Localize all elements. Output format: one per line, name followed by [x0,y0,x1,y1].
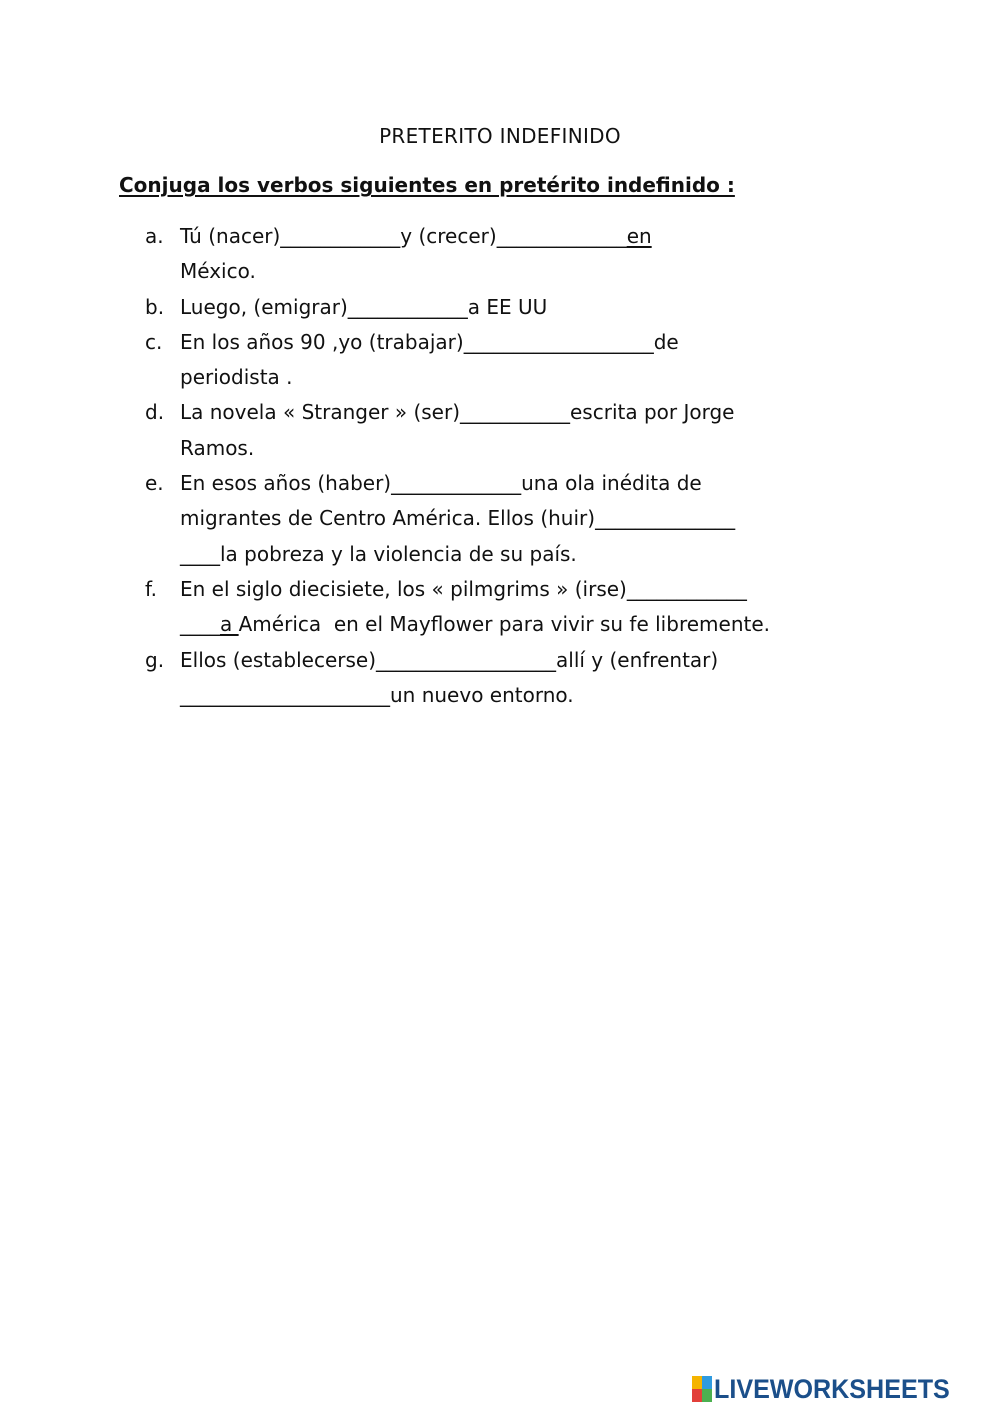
answer-blank[interactable]: __________________ [376,647,556,672]
exercise-item-e [145,466,865,572]
exercise-item-b [145,290,865,325]
item-text: una ola inédita de [521,471,702,496]
item-text: y (crecer) [400,224,497,248]
instruction-text: Conjuga los verbos siguientes en pretérito indefinido : [119,173,735,197]
liveworksheets-logo-icon [692,1376,712,1402]
answer-blank[interactable]: _____________________ [180,682,390,707]
item-text: a [220,612,239,637]
item-text: un nuevo entorno. [390,682,574,707]
item-text: En los años 90 ,yo (trabajar) [180,329,464,354]
item-text: la pobreza y la violencia de su país. [220,541,577,566]
item-text: a EE UU [467,294,548,319]
exercise-item-d [145,395,865,466]
item-text: periodista . [180,365,293,390]
logo-text: LIVEWORKSHEETS [714,1373,950,1404]
liveworksheets-logo[interactable] [692,1374,968,1404]
logo-tile [692,1389,702,1402]
answer-blank[interactable]: ____________ [347,294,468,319]
item-text: Tú (nacer) [180,224,281,248]
item-text: Ellos (establecerse) [180,647,376,672]
item-text: Ramos. [180,435,255,460]
exercise-item-g [145,643,865,714]
answer-blank[interactable]: ____________ [626,576,747,601]
answer-blank[interactable]: ___________ [460,400,570,425]
item-text: México. [180,259,256,284]
item-text: migrantes de Centro América. Ellos (huir) [180,506,596,531]
item-text: escrita por Jorge [570,400,735,425]
exercise-item-a [145,219,865,290]
answer-blank[interactable]: ____________ [280,224,401,248]
exercise-list [145,219,865,713]
item-text: En esos años (haber) [180,471,392,496]
logo-tile [702,1376,712,1389]
item-letter: c. [145,329,163,354]
item-letter: e. [145,471,164,496]
item-text: allí y (enfrentar) [556,647,719,672]
answer-blank[interactable]: _____________ [391,471,522,496]
item-text: en [626,224,652,248]
exercise-item-c [145,325,865,396]
item-text: En el siglo diecisiete, los « pilmgrims » (irse) [180,576,627,601]
answer-blank[interactable]: _____________ [496,224,627,248]
answer-blank[interactable]: ____ [180,541,220,566]
answer-blank[interactable]: ______________ [595,506,736,531]
item-text: de [653,329,679,354]
item-letter: d. [145,400,165,425]
logo-tile [692,1376,702,1389]
item-text: Luego, (emigrar) [180,294,348,319]
item-letter: g. [145,647,165,672]
item-text: La novela « Stranger » (ser) [180,400,460,425]
answer-blank[interactable]: ____ [180,612,220,637]
worksheet-title: PRETERITO INDEFINIDO [379,124,621,148]
logo-tile [702,1389,712,1402]
item-text: América en el Mayflower para vivir su fe libremente. [238,612,770,637]
item-letter: a. [145,224,164,248]
answer-blank[interactable]: ___________________ [463,329,654,354]
item-letter: b. [145,294,165,319]
item-letter: f. [145,576,157,601]
exercise-item-f [145,572,865,643]
